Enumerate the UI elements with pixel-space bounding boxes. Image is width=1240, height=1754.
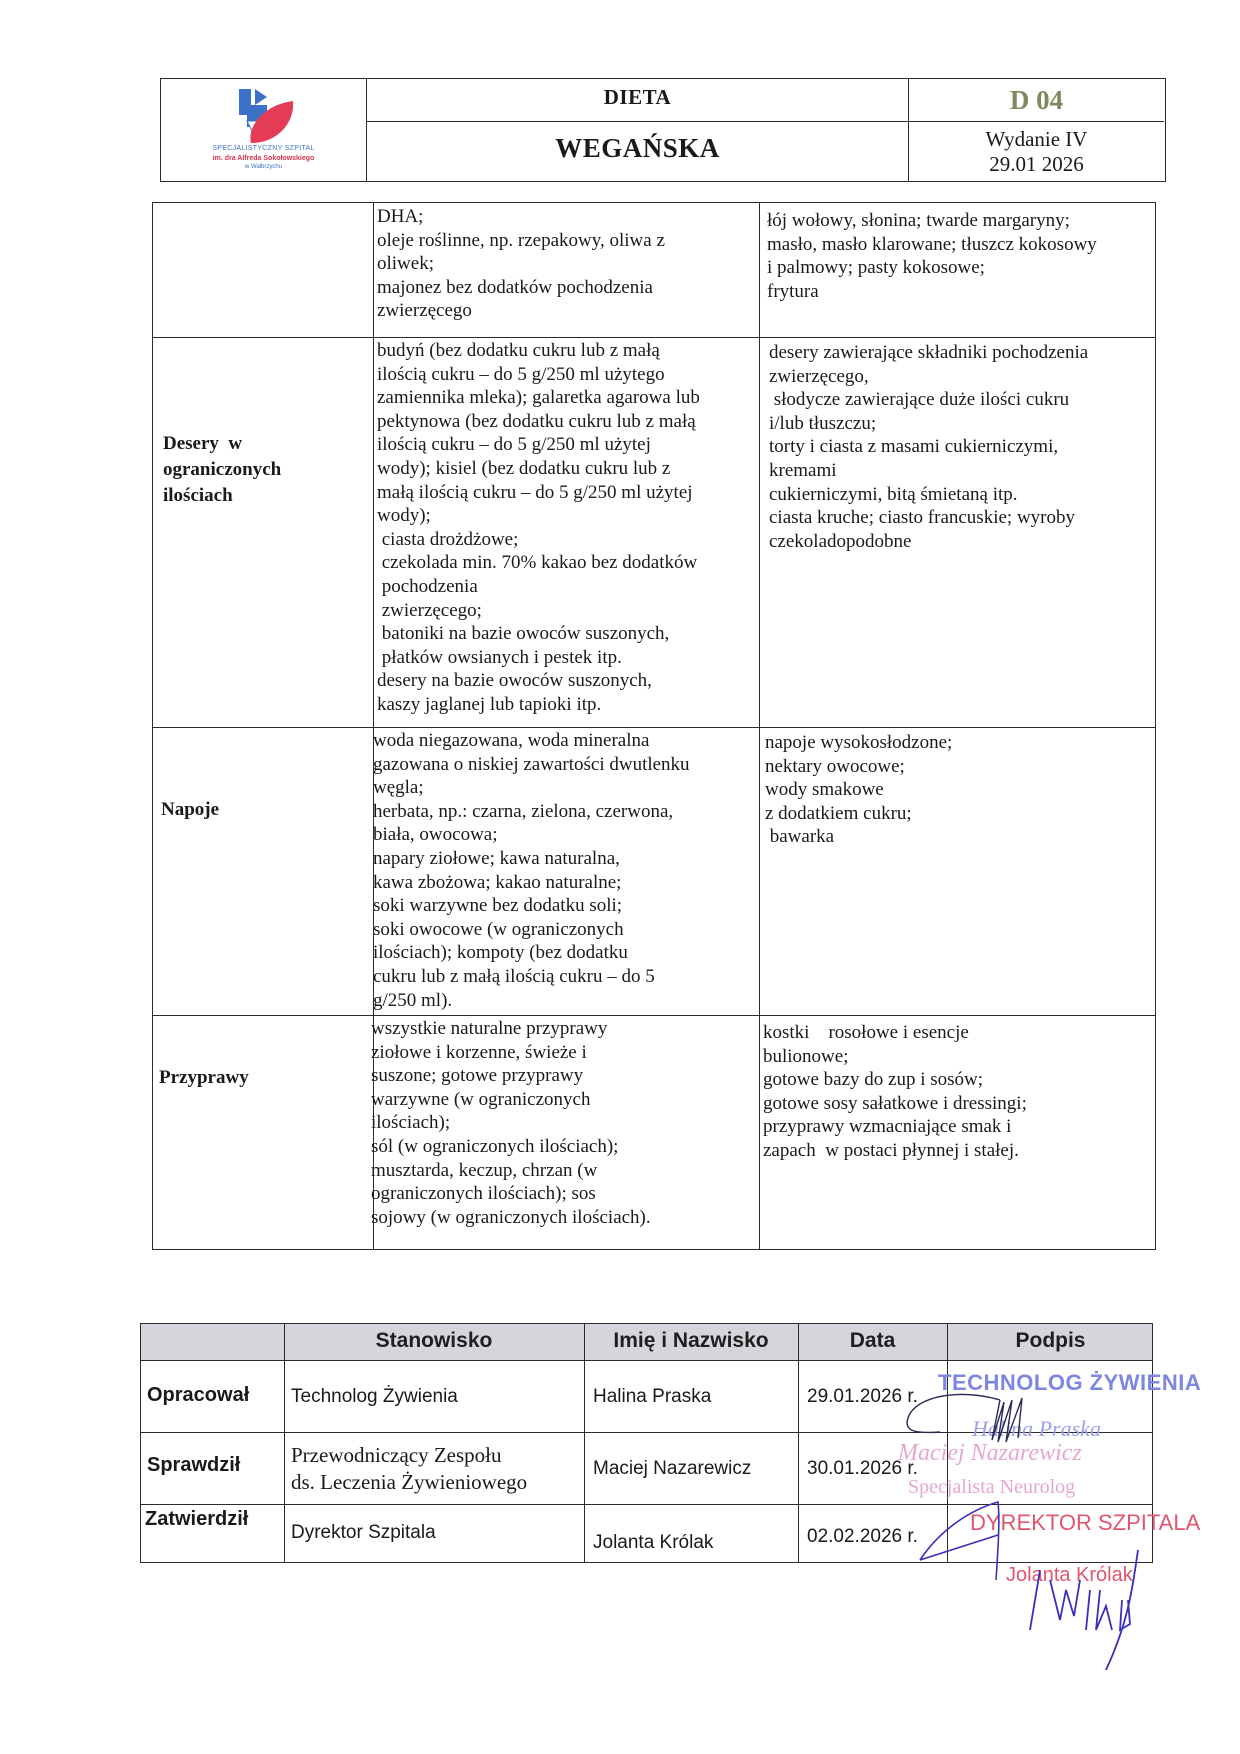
category-drinks xyxy=(161,797,361,823)
cell-line: ilościach); kompoty (bez dodatku xyxy=(373,942,628,964)
cell-line: ilością cukru – do 5 g/250 ml użytej xyxy=(377,434,651,456)
hospital-logo-icon xyxy=(233,87,295,147)
cell-line: pektynowa (bez dodatku cukru lub z małą xyxy=(377,410,696,432)
cell-line: ograniczonych ilościach); sos xyxy=(371,1183,596,1205)
divider xyxy=(367,121,908,122)
cell-line: gotowe bazy do zup i sosów; xyxy=(763,1069,984,1091)
cell-line: zamiennika mleka); galaretka agarowa lub xyxy=(377,387,700,409)
cell-line: nektary owocowe; xyxy=(765,755,905,777)
cell-line: kostki rosołowe i esencje xyxy=(763,1022,969,1043)
table-row-spices-not-recommended xyxy=(763,1021,1153,1163)
doc-title-main: WEGAŃSKA xyxy=(555,133,720,163)
row-divider xyxy=(141,1360,1152,1361)
header-signature: Podpis xyxy=(1015,1329,1086,1352)
cell-line: biała, owocowa; xyxy=(373,824,498,846)
cell-line: ograniczonych xyxy=(163,459,282,480)
doc-info-cell xyxy=(909,79,1164,181)
cell-line: zwierzęcego xyxy=(377,300,472,322)
cell-line: przyprawy wzmacniające smak i xyxy=(763,1116,1012,1138)
cell-line: majonez bez dodatków pochodzenia xyxy=(377,276,653,298)
cell-line: budyń (bez dodatku cukru lub z małą xyxy=(377,340,660,361)
cell-line: Przyprawy xyxy=(159,1067,249,1088)
signature-krolak xyxy=(1030,1550,1138,1670)
role-approved: Zatwierdził xyxy=(145,1508,249,1530)
cell-line: zwierzęcego, xyxy=(769,365,869,387)
edition-info xyxy=(909,127,1164,177)
cell-line: zwierzęcego; xyxy=(377,599,482,621)
cell-line: sól (w ograniczonych ilościach); xyxy=(371,1135,619,1157)
signature-praska xyxy=(907,1394,1022,1442)
column-divider xyxy=(798,1324,799,1562)
table-row-drinks-not-recommended xyxy=(765,731,1153,849)
cell-line: płatków owsianych i pestek itp. xyxy=(377,646,622,668)
cell-line: cukru lub z małą ilością cukru – do 5 xyxy=(373,965,655,987)
table-row-drinks-recommended xyxy=(373,729,755,1012)
table-row-fats-recommended xyxy=(377,205,753,323)
cell-line: ziołowe i korzenne, świeże i xyxy=(371,1041,587,1063)
cell-line: napoje wysokosłodzone; xyxy=(765,732,953,753)
cell-line: masło, masło klarowane; tłuszcz kokosowy xyxy=(767,233,1097,255)
cell-line: desery na bazie owoców suszonych, xyxy=(377,670,652,692)
cell-line: gazowana o niskiej zawartości dwutlenku xyxy=(373,753,690,775)
column-divider xyxy=(284,1324,285,1562)
header-position: Stanowisko xyxy=(375,1329,493,1352)
position-approved: Dyrektor Szpitala xyxy=(291,1522,436,1543)
table-row-fats-not-recommended xyxy=(767,209,1153,303)
cell-line: oliwek; xyxy=(377,253,434,275)
cell-line: kremami xyxy=(769,459,837,481)
cell-line: gotowe sosy sałatkowe i dressingi; xyxy=(763,1092,1027,1114)
handwritten-signatures xyxy=(900,1370,1240,1670)
cell-line: cukierniczymi, bitą śmietaną itp. xyxy=(769,483,1018,505)
divider xyxy=(909,121,1164,122)
cell-line: zapach w postaci płynnej i stałej. xyxy=(763,1139,1019,1161)
cell-line: Napoje xyxy=(161,799,220,820)
cell-line: ciasta drożdżowe; xyxy=(377,528,519,550)
row-divider xyxy=(153,1015,1155,1016)
cell-line: DHA; xyxy=(377,206,424,227)
cell-line: oleje roślinne, np. rzepakowy, oliwa z xyxy=(377,229,665,251)
cell-line: torty i ciasta z masami cukierniczymi, xyxy=(769,436,1059,458)
row-divider xyxy=(153,337,1155,338)
cell-line: węgla; xyxy=(373,777,424,799)
date-prepared: 29.01.2026 r. xyxy=(807,1386,918,1407)
cell-line: ds. Leczenia Żywieniowego xyxy=(291,1470,528,1494)
name-approved: Jolanta Królak xyxy=(593,1532,714,1553)
stamp-checker-title: Specjalista Neurolog xyxy=(908,1476,1076,1498)
cell-line: g/250 ml). xyxy=(373,989,453,1011)
edition-label: Wydanie IV xyxy=(985,127,1088,151)
title-cell xyxy=(367,79,909,181)
table-row-desserts-not-recommended xyxy=(769,341,1153,553)
cell-line: pochodzenia xyxy=(377,575,478,597)
cell-line: łój wołowy, słonina; twarde margaryny; xyxy=(767,210,1070,231)
category-spices xyxy=(159,1065,359,1091)
stamp-technolog-title: TECHNOLOG ŻYWIENIA xyxy=(938,1370,1202,1395)
logo-text-line2: im. dra Alfreda Sokołowskiego xyxy=(212,155,315,162)
header-date: Data xyxy=(849,1329,896,1352)
name-prepared: Halina Praska xyxy=(593,1386,712,1407)
cell-line: ilością cukru – do 5 g/250 ml użytego xyxy=(377,363,665,385)
cell-line: kawa zbożowa; kakao naturalne; xyxy=(373,871,622,893)
header-name: Imię i Nazwisko xyxy=(613,1329,769,1352)
cell-line: i palmowy; pasty kokosowe; xyxy=(767,257,985,279)
date-approved: 02.02.2026 r. xyxy=(807,1526,918,1547)
cell-line: czekolada min. 70% kakao bez dodatków xyxy=(377,552,698,574)
cell-line: woda niegazowana, woda mineralna xyxy=(373,730,650,751)
stamp-technolog-name: Halina Praska xyxy=(972,1416,1101,1441)
cell-line: soki warzywne bez dodatku soli; xyxy=(373,895,623,917)
edition-date: 29.01 2026 xyxy=(989,152,1084,176)
doc-code: D 04 xyxy=(1009,85,1064,115)
cell-line: suszone; gotowe przyprawy xyxy=(371,1065,584,1087)
cell-line: małą ilością cukru – do 5 g/250 ml użytej xyxy=(377,481,693,503)
category-desserts xyxy=(163,431,363,509)
stamp-checker-name: Maciej Nazarewicz xyxy=(898,1440,1082,1466)
doc-title-top: DIETA xyxy=(603,85,672,109)
position-prepared: Technolog Żywienia xyxy=(291,1386,458,1407)
stamp-director-name: Jolanta Królak xyxy=(1006,1564,1133,1586)
row-divider xyxy=(153,727,1155,728)
position-checked xyxy=(291,1442,527,1496)
cell-line: soki owocowe (w ograniczonych xyxy=(373,918,624,940)
stamp-director-title: DYREKTOR SZPITALA xyxy=(970,1510,1201,1535)
cell-line: herbata, np.: czarna, zielona, czerwona, xyxy=(373,800,674,822)
column-divider xyxy=(584,1324,585,1562)
cell-line: Przewodniczący Zespołu xyxy=(291,1443,502,1467)
table-row-desserts-recommended xyxy=(377,339,755,717)
document-header xyxy=(160,78,1166,182)
signature-nazarewicz xyxy=(920,1502,999,1580)
cell-line: kaszy jaglanej lub tapioki itp. xyxy=(377,693,602,715)
cell-line: wszystkie naturalne przyprawy xyxy=(371,1018,608,1039)
cell-line: wody smakowe xyxy=(765,779,884,801)
logo-text-line3: w Wałbrzychu xyxy=(244,164,283,170)
cell-line: z dodatkiem cukru; xyxy=(765,802,912,824)
cell-line: frytura xyxy=(767,280,819,302)
cell-line: sojowy (w ograniczonych ilościach). xyxy=(371,1206,651,1228)
cell-line: ilościach); xyxy=(371,1112,451,1134)
hospital-logo-cell xyxy=(161,79,367,181)
cell-line: słodycze zawierające duże ilości cukru xyxy=(769,389,1070,411)
cell-line: warzywne (w ograniczonych xyxy=(371,1088,591,1110)
cell-line: wody); kisiel (bez dodatku cukru lub z xyxy=(377,457,671,479)
cell-line: bulionowe; xyxy=(763,1045,849,1067)
name-checked: Maciej Nazarewicz xyxy=(593,1458,752,1479)
cell-line: wody); xyxy=(377,505,431,527)
cell-line: bawarka xyxy=(765,826,835,848)
cell-line: ilościach xyxy=(163,485,233,506)
cell-line: batoniki na bazie owoców suszonych, xyxy=(377,623,670,645)
cell-line: musztarda, keczup, chrzan (w xyxy=(371,1159,598,1181)
cell-line: ciasta kruche; ciasto francuskie; wyroby xyxy=(769,507,1075,529)
column-divider xyxy=(759,203,760,1249)
cell-line: i/lub tłuszczu; xyxy=(769,412,877,434)
diet-table xyxy=(152,202,1156,1250)
date-checked: 30.01.2026 r. xyxy=(807,1458,918,1479)
role-prepared: Opracował xyxy=(147,1384,250,1406)
cell-line: czekoladopodobne xyxy=(769,530,912,552)
cell-line: desery zawierające składniki pochodzenia xyxy=(769,342,1089,363)
cell-line: napary ziołowe; kawa naturalna, xyxy=(373,847,620,869)
role-checked: Sprawdził xyxy=(147,1454,241,1476)
logo-text-line1: SPECJALISTYCZNY SZPITAL xyxy=(212,145,315,152)
table-row-spices-recommended xyxy=(371,1017,755,1229)
cell-line: Desery w xyxy=(163,433,243,454)
